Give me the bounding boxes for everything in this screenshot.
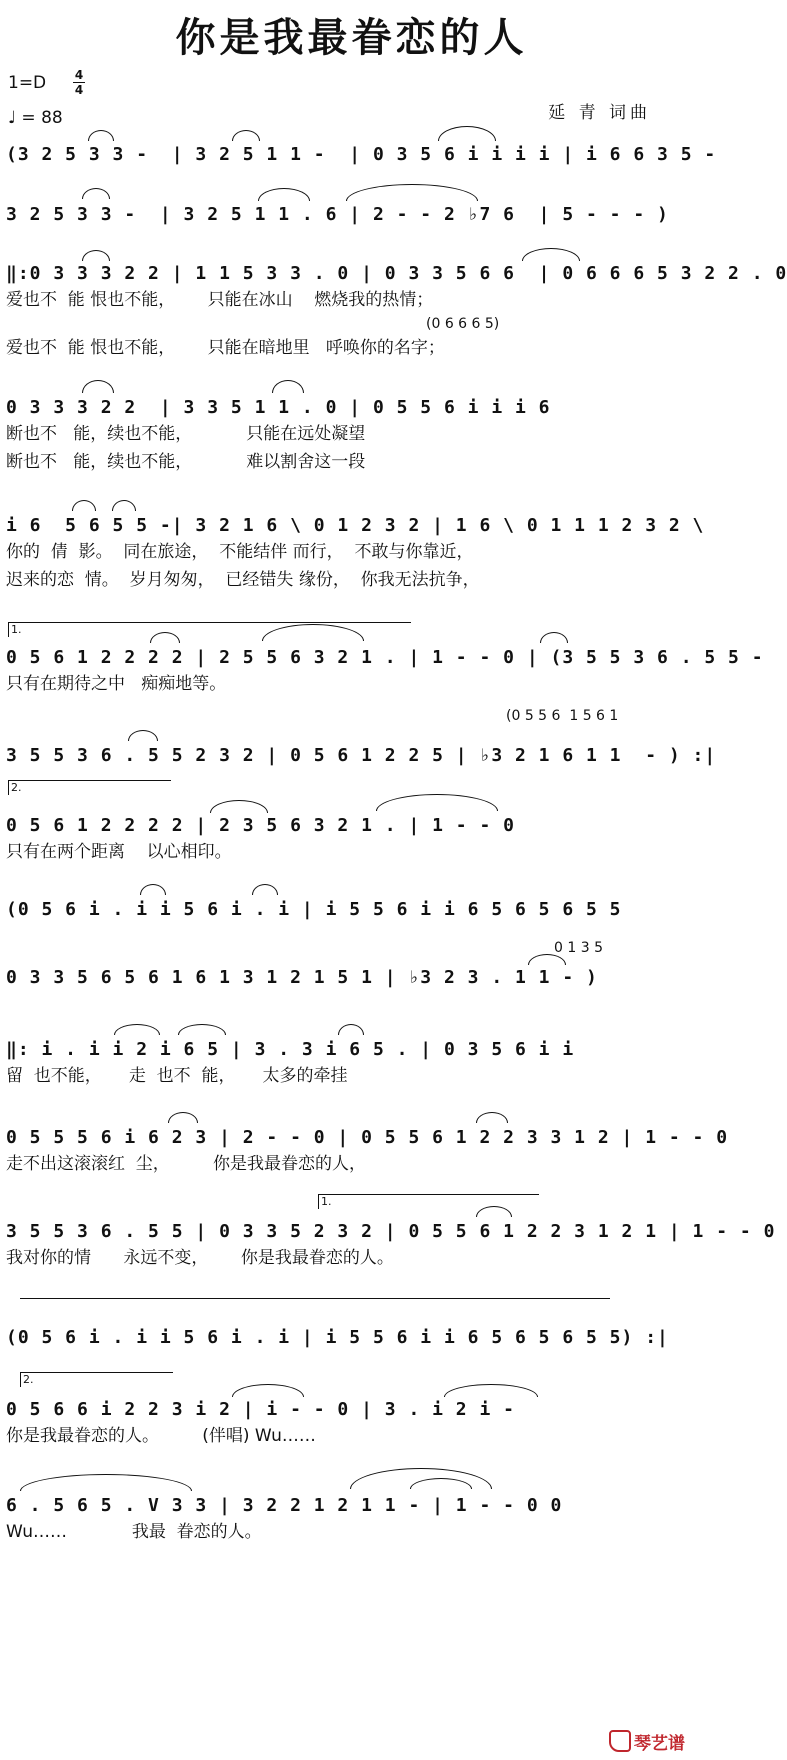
logo-icon <box>609 1730 631 1752</box>
lyric-line-1: 你是我最眷恋的人。 (伴唱) Wu…… <box>6 1426 316 1446</box>
lyric-line-2: 爱也不 能 恨也不能， 只能在暗地里 呼唤你的名字； <box>6 338 445 358</box>
notation-line: 0 3 3 5 6 5 6 1 6 1 3 1 2 1 5 1 | ♭3 2 3 . 1 1 - ) <box>6 967 598 988</box>
volta-label: 2. <box>23 1373 34 1386</box>
tie-arc <box>140 884 166 895</box>
score-row-7 <box>6 708 717 768</box>
song-title: 你是我最眷恋的人 <box>175 15 528 61</box>
notation-line: 3 5 5 3 6 . 5 5 | 0 3 3 5 2 3 2 | 0 5 5 6 1 2 2 3 1 2 1 | 1 - - 0 <box>6 1221 776 1242</box>
tie-arc <box>438 126 496 141</box>
time-signature <box>73 68 85 97</box>
tempo-marking: ♩ = 88 <box>8 108 63 128</box>
tie-arc <box>114 1024 160 1035</box>
lyric-line-1: 走不出这滚滚红 尘， 你是我最眷恋的人， <box>6 1154 367 1174</box>
notation-line: 6 . 5 6 5 . V 3 3 | 3 2 2 1 2 1 1 - | 1 - - 0 0 <box>6 1495 563 1516</box>
slur-arc <box>444 1384 538 1397</box>
time-signature-bottom: 4 <box>74 83 84 97</box>
volta-label: 1. <box>11 623 22 636</box>
tie-arc <box>476 1112 508 1123</box>
tie-arc <box>128 730 158 741</box>
notation-line: ‖:0 3 3 3 2 2 | 1 1 5 3 3 . 0 | 0 3 3 5 6 6 | 0 6 6 6 5 3 2 2 . 0 <box>6 263 787 284</box>
lyric-line-1: 断也不 能，续也不能， 只能在远处凝望 <box>6 424 366 444</box>
score-row-10 <box>6 940 674 990</box>
tie-arc <box>258 188 310 201</box>
score-row-14 <box>6 1326 674 1350</box>
notation-line: 0 5 6 1 2 2 2 2 | 2 5 5 6 3 2 1 . | 1 - - 0 | (3 5 5 3 6 . 5 5 - <box>6 647 764 668</box>
notation-line: 0 5 6 6 i 2 2 3 i 2 | i - - 0 | 3 . i 2 i - <box>6 1399 515 1420</box>
lyric-line-2: 断也不 能，续也不能， 难以割舍这一段 <box>6 452 366 472</box>
notation-line: 3 5 5 3 6 . 5 5 2 3 2 | 0 5 6 1 2 2 5 | ♭3 2 1 6 1 1 - ) :| <box>6 745 717 766</box>
lyric-line-1: 爱也不 能 恨也不能， 只能在冰山 燃烧我的热情； <box>6 290 434 310</box>
author-credit: 延 青 词曲 <box>548 103 651 123</box>
tie-arc <box>112 500 136 511</box>
watermark-text: 琴艺谱 <box>634 1734 685 1754</box>
tie-arc <box>232 130 260 141</box>
score-row-9 <box>6 898 674 922</box>
tie-arc <box>540 632 568 643</box>
lyric-line-1: 只有在期待之中 痴痴地等。 <box>6 674 227 694</box>
score-row-12 <box>6 1126 729 1178</box>
lyric-line-2: 迟来的恋 情。 岁月匆匆， 已经错失 缘份， 你我无法抗争， <box>6 570 480 590</box>
lyric-line-1: Wu…… 我最 眷恋的人。 <box>6 1522 262 1542</box>
score-row-11 <box>6 1038 674 1090</box>
notation-line: (3 2 5 3 3 - | 3 2 5 1 1 - | 0 3 5 6 i i i i | i 6 6 3 5 - <box>6 144 717 165</box>
score-row-16 <box>6 1494 674 1546</box>
tie-arc <box>522 248 580 261</box>
score-row-4 <box>6 396 674 476</box>
volta-bracket-3 <box>318 1194 539 1209</box>
volta-label: 2. <box>11 781 22 794</box>
slur-arc <box>376 794 498 811</box>
tie-arc <box>178 1024 226 1035</box>
score-row-8 <box>6 814 674 866</box>
slur-arc <box>20 1474 192 1491</box>
lyric-line-1: 留 也不能， 走 也不 能， 太多的牵挂 <box>6 1066 348 1086</box>
tie-arc <box>272 380 304 393</box>
score-row-2 <box>6 203 674 227</box>
score-row-1 <box>6 143 717 167</box>
notation-line: i 6 5 6 5 5 -| 3 2 1 6 \ 0 1 2 3 2 | 1 6 \ 0 1 1 1 2 3 2 \ <box>6 515 705 536</box>
notation-line: 0 3 3 3 2 2 | 3 3 5 1 1 . 0 | 0 5 5 6 i i i 6 <box>6 397 551 418</box>
tie-arc <box>232 1384 304 1397</box>
tie-arc <box>252 884 278 895</box>
score-row-6 <box>6 646 764 698</box>
notation-line: 0 5 5 5 6 i 6 2 3 | 2 - - 0 | 0 5 5 6 1 2 2 3 3 1 2 | 1 - - 0 <box>6 1127 729 1148</box>
notation-line: 3 2 5 3 3 - | 3 2 5 1 1 . 6 | 2 - - 2 ♭7 6 | 5 - - - ) <box>6 204 669 225</box>
volta-label: 1. <box>321 1195 332 1208</box>
lyric-line-1: 只有在两个距离 以心相印。 <box>6 842 232 862</box>
notation-line: ‖: i . i i 2 i 6 5 | 3 . 3 i 6 5 . | 0 3 5 6 i i <box>6 1039 575 1060</box>
tie-arc <box>338 1024 364 1035</box>
slur-arc <box>346 184 478 201</box>
tie-arc <box>88 130 114 141</box>
lyric-line-1: 你的 倩 影。 同在旅途， 不能结伴 而行， 不敢与你靠近， <box>6 542 474 562</box>
tie-arc <box>72 500 96 511</box>
notation-line: (0 5 6 i . i i 5 6 i . i | i 5 5 6 i i 6 5 6 5 6 5 5 <box>6 899 622 920</box>
notation-line: 0 5 6 1 2 2 2 2 | 2 3 5 6 3 2 1 . | 1 - - 0 <box>6 815 515 836</box>
alt-notation: 0 1 3 5 <box>554 940 603 956</box>
tie-arc <box>168 1112 198 1123</box>
notation-line: (0 5 6 i . i i 5 6 i . i | i 5 5 6 i i 6 5 6 5 6 5 5) :| <box>6 1327 669 1348</box>
alt-notation: (0 5 5 6 1 5 6 1 <box>506 708 619 724</box>
tie-arc <box>210 800 268 813</box>
volta-bracket-2 <box>8 780 171 795</box>
score-row-5 <box>6 514 705 594</box>
score-row-13 <box>6 1220 776 1272</box>
lyric-line-1: 我对你的情 永远不变， 你是我最眷恋的人。 <box>6 1248 394 1268</box>
section-divider <box>20 1298 610 1299</box>
time-signature-top: 4 <box>74 68 84 82</box>
tie-arc <box>82 188 110 199</box>
tie-arc <box>82 380 114 393</box>
watermark-logo <box>609 1729 685 1754</box>
key-signature: 1=D <box>8 73 47 93</box>
alt-notation: (0 6 6 6 5) <box>426 316 500 332</box>
volta-bracket-4 <box>20 1372 173 1387</box>
score-row-15 <box>6 1398 674 1450</box>
score-row-3 <box>6 262 787 362</box>
tie-arc <box>82 250 110 261</box>
